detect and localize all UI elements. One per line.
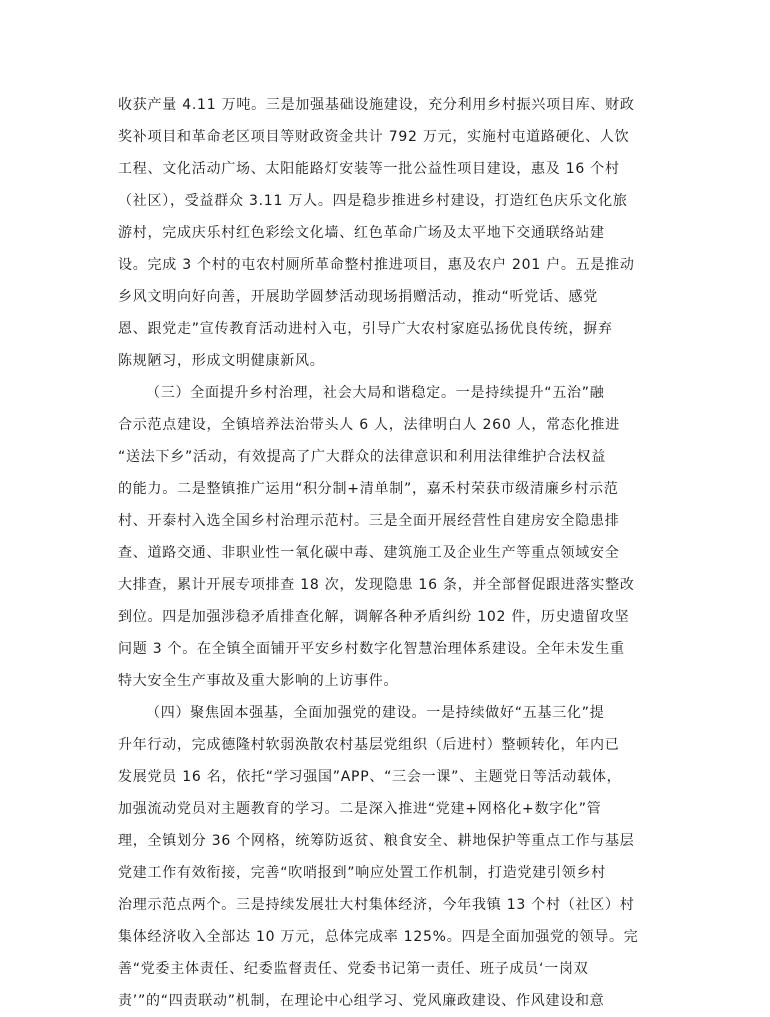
text-line: 到位。四是加强涉稳矛盾排查化解，调解各种矛盾纠纷 102 件，历史遗留攻坚 bbox=[118, 609, 630, 625]
text-line: 工程、文化活动广场、太阳能路灯安装等一批公益性项目建设，惠及 16 个村 bbox=[118, 161, 620, 177]
text-line: 乡风文明向好向善，开展助学圆梦活动现场捐赠活动，推动“听党话、感党 bbox=[118, 289, 599, 305]
paragraph-party-building bbox=[118, 697, 658, 1017]
text-line: 游村，完成庆乐村红色彩绘文化墙、红色革命广场及太平地下交通联络站建 bbox=[118, 225, 605, 241]
text-line: 理，全镇划分 36 个网格，统筹防返贫、粮食安全、耕地保护等重点工作与基层 bbox=[118, 833, 635, 849]
text-line: 收获产量 4.11 万吨。三是加强基础设施建设，充分利用乡村振兴项目库、财政 bbox=[118, 97, 635, 113]
text-line: 村、开泰村入选全国乡村治理示范村。三是全面开展经营性自建房安全隐患排 bbox=[118, 513, 620, 529]
text-line: 陈规陋习，形成文明健康新风。 bbox=[118, 353, 325, 369]
text-line: （社区），受益群众 3.11 万人。四是稳步推进乡村建设，打造红色庆乐文化旅 bbox=[118, 193, 628, 209]
text-line: 集体经济收入全部达 10 万元，总体完成率 125%。四是全面加强党的领导。完 bbox=[118, 929, 639, 945]
paragraph-continuation bbox=[118, 89, 658, 377]
text-line: 奖补项目和革命老区项目等财政资金共计 792 万元，实施村屯道路硬化、人饮 bbox=[118, 129, 630, 145]
paragraph-rural-governance bbox=[118, 377, 658, 697]
text-line: 恩、跟党走”宣传教育活动进村入屯，引导广大农村家庭弘扬优良传统，摒弃 bbox=[118, 321, 613, 337]
text-line: 责’”的“四责联动”机制，在理论中心组学习、党风廉政建设、作风建设和意 bbox=[118, 993, 605, 1009]
text-line: 合示范点建设，全镇培养法治带头人 6 人，法律明白人 260 人，常态化推进 bbox=[118, 417, 620, 433]
text-line: （三）全面提升乡村治理，社会大局和谐稳定。一是持续提升“五治”融 bbox=[146, 385, 605, 401]
text-line: （四）聚焦固本强基，全面加强党的建设。一是持续做好“五基三化”提 bbox=[146, 705, 605, 721]
text-line: 治理示范点两个。三是持续发展壮大村集体经济，今年我镇 13 个村（社区）村 bbox=[118, 897, 635, 913]
text-line: 大排查，累计开展专项排查 18 次，发现隐患 16 条，并全部督促跟进落实整改 bbox=[118, 577, 635, 593]
document-page bbox=[118, 89, 658, 1017]
text-line: 加强流动党员对主题教育的学习。二是深入推进“党建+网格化+数字化”管 bbox=[118, 801, 602, 817]
text-line: 的能力。二是整镇推广运用“积分制+清单制”，嘉禾村荣获市级清廉乡村示范 bbox=[118, 481, 619, 497]
text-line: 特大安全生产事故及重大影响的上访事件。 bbox=[118, 673, 399, 689]
text-line: 党建工作有效衔接，完善“吹哨报到”响应处置工作机制，打造党建引领乡村 bbox=[118, 865, 607, 881]
text-line: 问题 3 个。在全镇全面铺开平安乡村数字化智慧治理体系建设。全年未发生重 bbox=[118, 641, 625, 657]
text-line: 发展党员 16 名，依托“学习强国”APP、“三会一课”、主题党日等活动载体， bbox=[118, 769, 622, 785]
text-line: 设。完成 3 个村的屯农村厕所革命整村推进项目，惠及农户 201 户。五是推动 bbox=[118, 257, 635, 273]
text-line: 升年行动，完成德隆村软弱涣散农村基层党组织（后进村）整顿转化，年内已 bbox=[118, 737, 620, 753]
text-line: “送法下乡”活动，有效提高了广大群众的法律意识和利用法律维护合法权益 bbox=[118, 449, 607, 465]
text-line: 善“党委主体责任、纪委监督责任、党委书记第一责任、班子成员‘一岗双 bbox=[118, 961, 589, 977]
text-line: 查、道路交通、非职业性一氧化碳中毒、建筑施工及企业生产等重点领域安全 bbox=[118, 545, 620, 561]
